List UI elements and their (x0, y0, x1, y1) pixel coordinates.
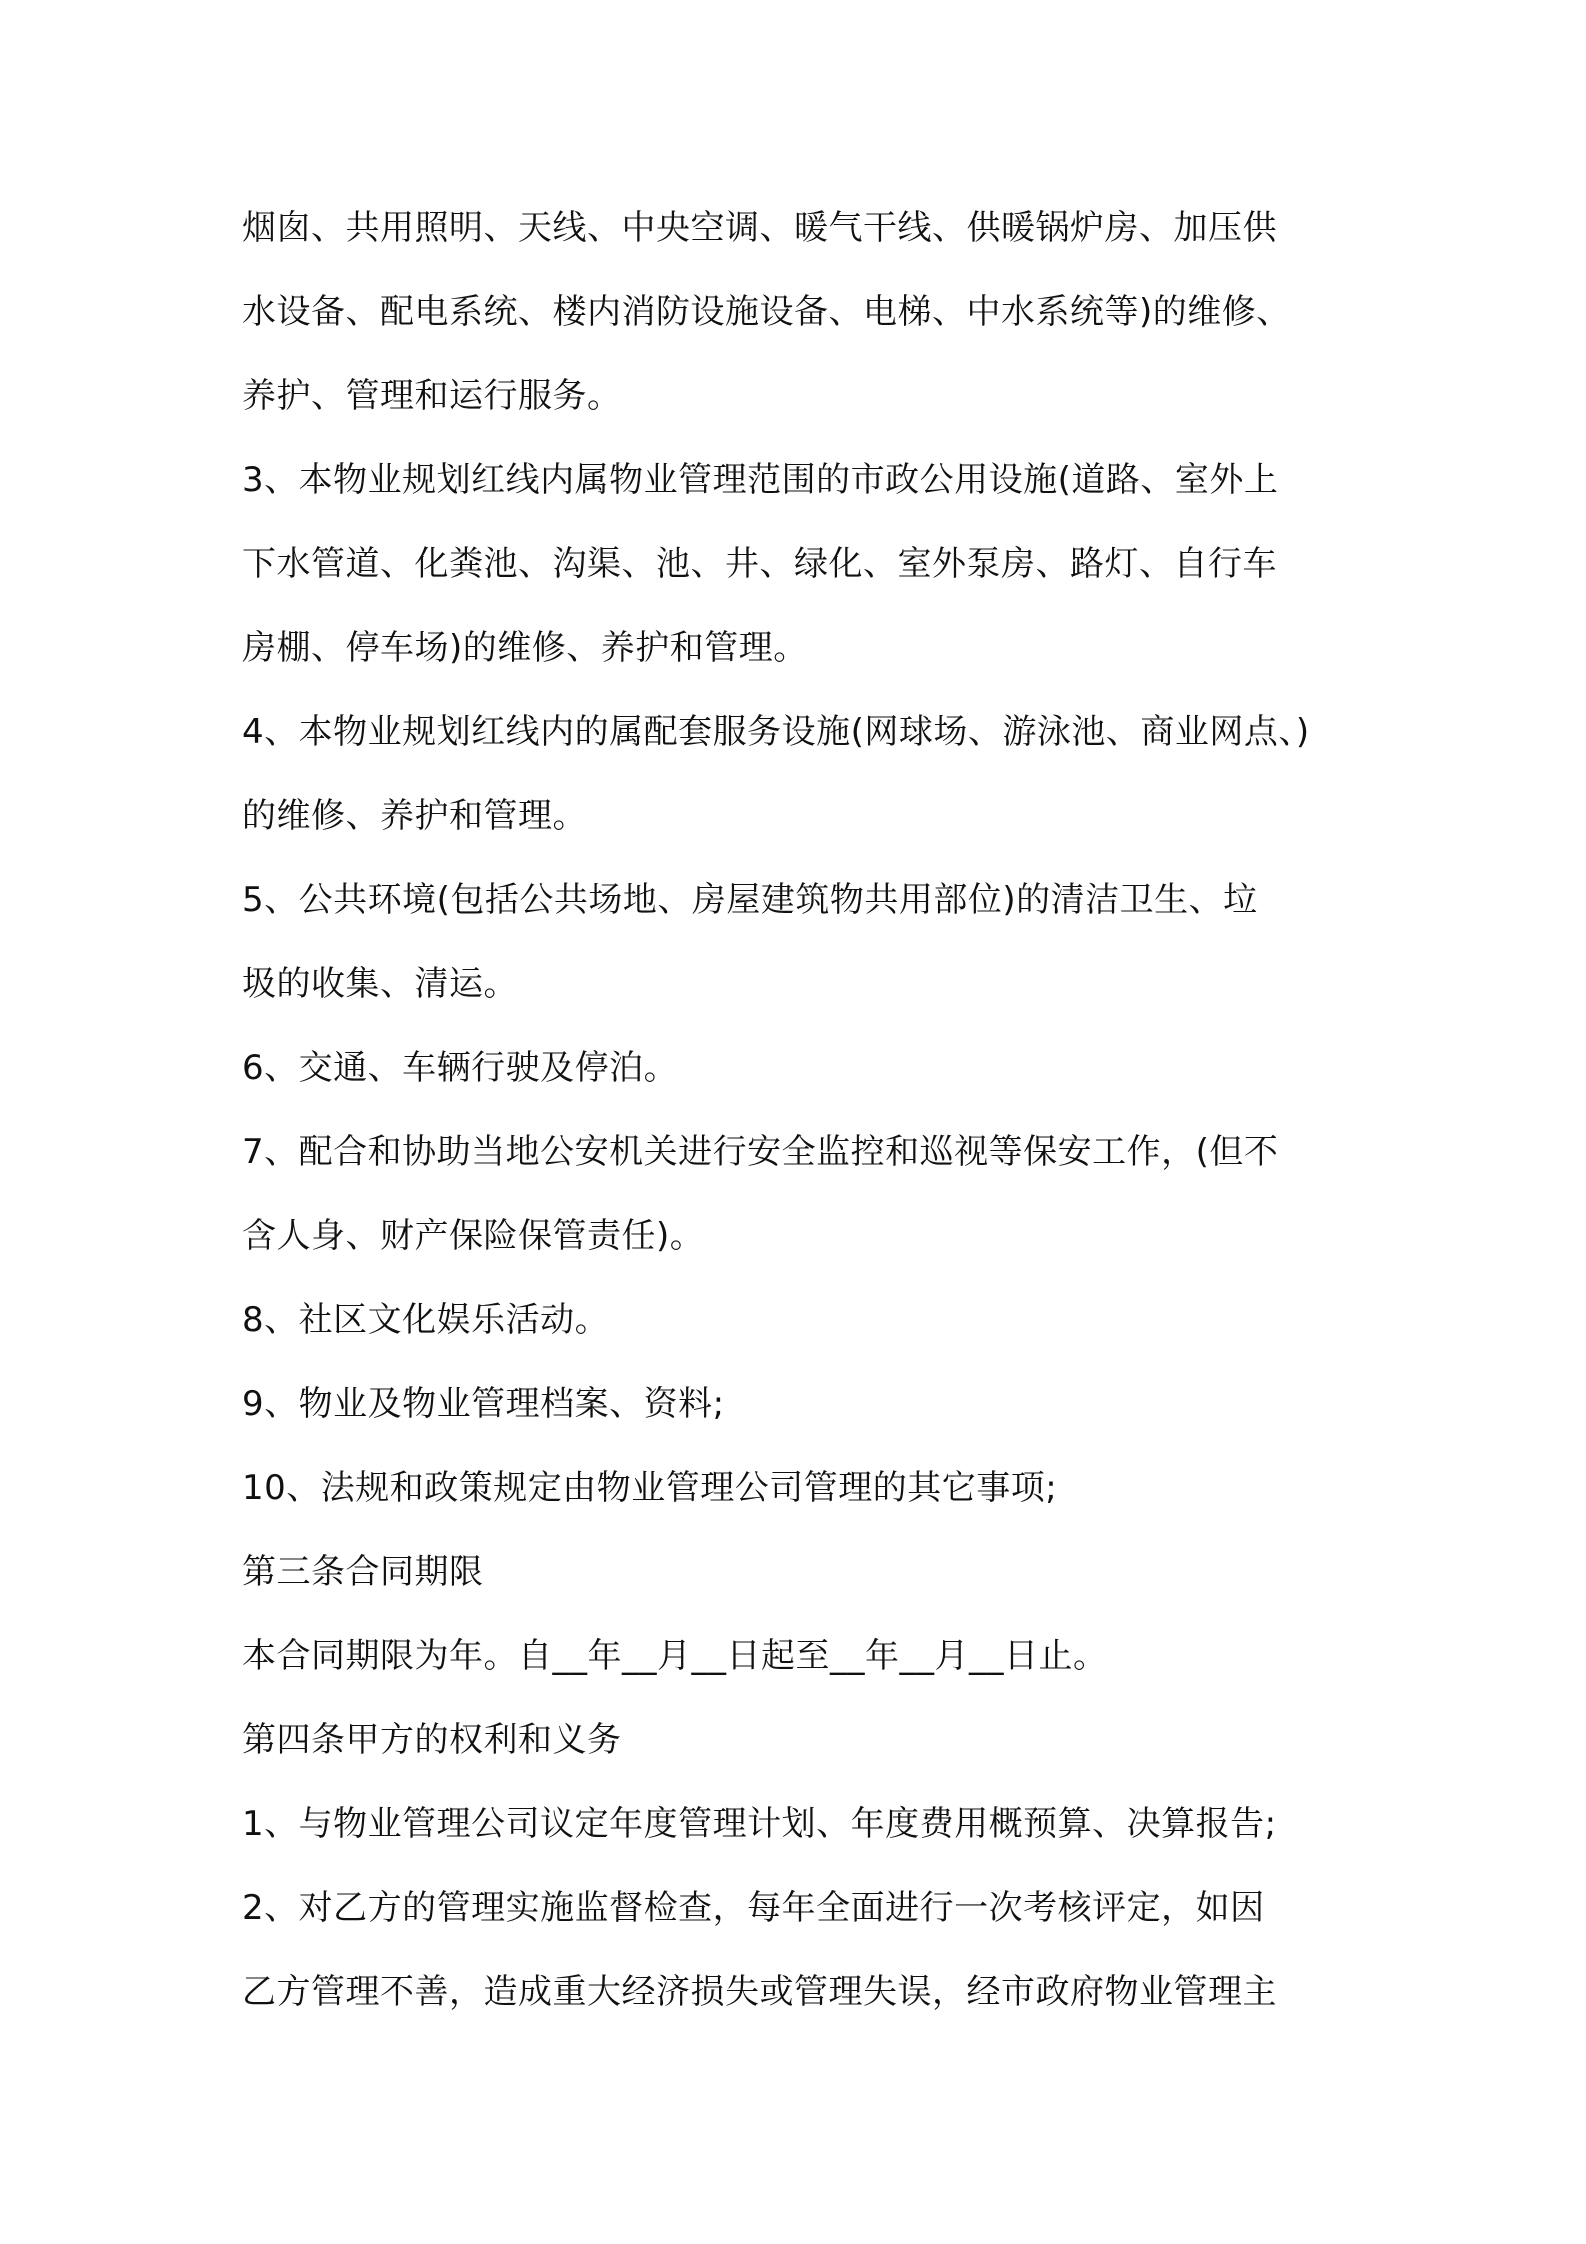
body-text-line: 2、对乙方的管理实施监督检查，每年全面进行一次考核评定，如因 (242, 1888, 1265, 1928)
body-text-line: 3、本物业规划红线内属物业管理范围的市政公用设施(道路、室外上 (242, 460, 1279, 500)
section-heading: 第三条合同期限 (242, 1552, 484, 1592)
body-text-line: 圾的收集、清运。 (242, 964, 518, 1004)
body-text-line: 1、与物业管理公司议定年度管理计划、年度费用概预算、决算报告; (242, 1804, 1277, 1844)
body-text-line: 7、配合和协助当地公安机关进行安全监控和巡视等保安工作，(但不 (242, 1132, 1279, 1172)
body-text-line: 8、社区文化娱乐活动。 (242, 1300, 610, 1340)
body-text-line: 10、法规和政策规定由物业管理公司管理的其它事项; (242, 1468, 1058, 1508)
section-heading: 第四条甲方的权利和义务 (242, 1720, 622, 1760)
body-text-line: 6、交通、车辆行驶及停泊。 (242, 1048, 679, 1088)
body-text-line: 4、本物业规划红线内的属配套服务设施(网球场、游泳池、商业网点、) (242, 712, 1310, 752)
body-text-line: 9、物业及物业管理档案、资料; (242, 1384, 725, 1424)
body-text-line: 5、公共环境(包括公共场地、房屋建筑物共用部位)的清洁卫生、垃 (242, 880, 1258, 920)
body-text-line: 养护、管理和运行服务。 (242, 376, 622, 416)
body-text-line: 本合同期限为年。自__年__月__日起至__年__月__日止。 (242, 1636, 1108, 1676)
body-text-line: 房棚、停车场)的维修、养护和管理。 (242, 628, 808, 668)
body-text-line: 烟囱、共用照明、天线、中央空调、暖气干线、供暖锅炉房、加压供 (242, 208, 1277, 248)
body-text-line: 含人身、财产保险保管责任)。 (242, 1216, 705, 1256)
body-text-line: 的维修、养护和管理。 (242, 796, 587, 836)
body-text-line: 水设备、配电系统、楼内消防设施设备、电梯、中水系统等)的维修、 (242, 292, 1291, 332)
body-text-line: 乙方管理不善，造成重大经济损失或管理失误，经市政府物业管理主 (242, 1972, 1277, 2012)
body-text-line: 下水管道、化粪池、沟渠、池、井、绿化、室外泵房、路灯、自行车 (242, 544, 1277, 584)
